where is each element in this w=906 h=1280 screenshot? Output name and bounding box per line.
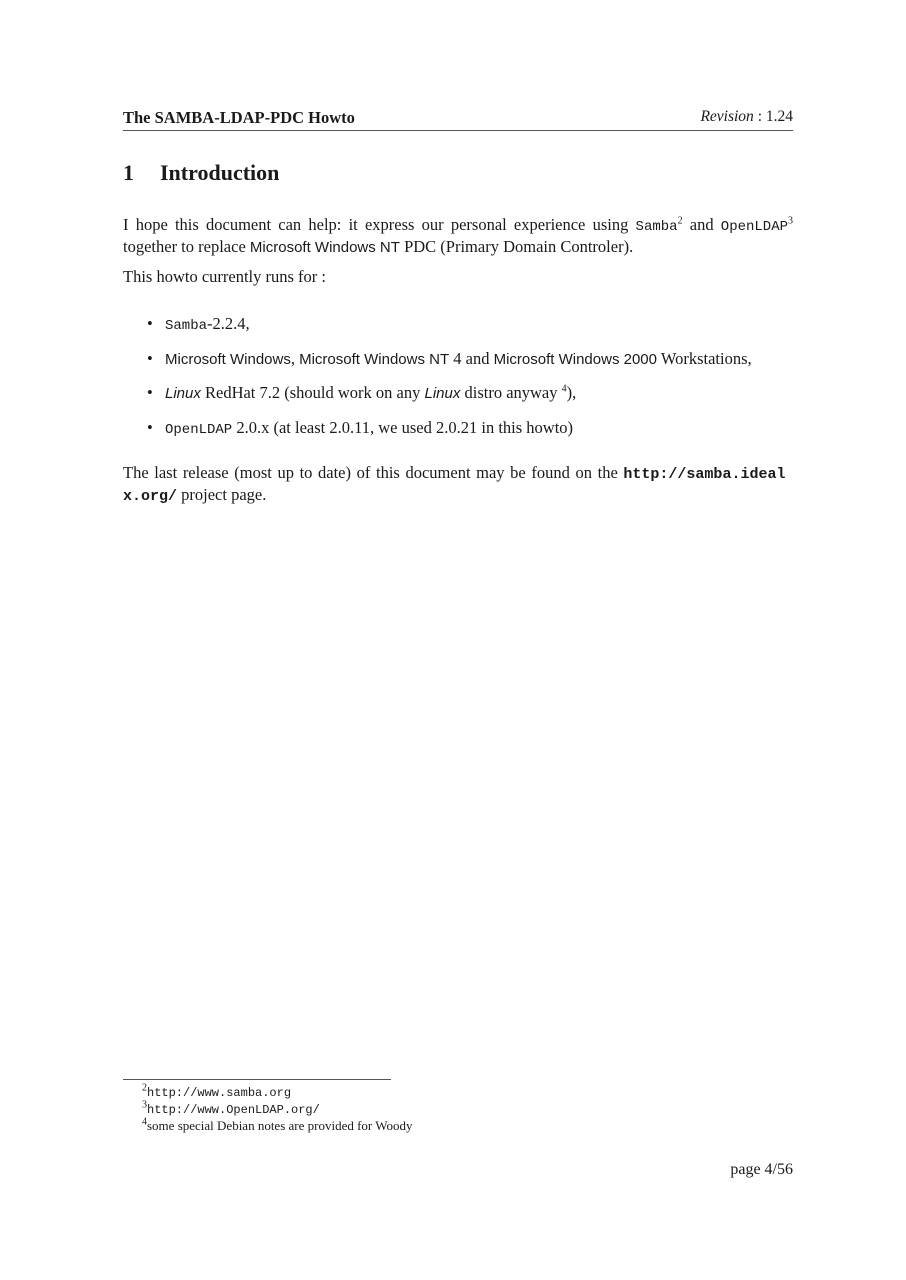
text: RedHat 7.2 (should work on any (200, 383, 425, 402)
last-release-paragraph (123, 463, 795, 507)
document-title: The SAMBA-LDAP-PDC Howto (123, 108, 355, 127)
page-number: page 4/56 (730, 1161, 793, 1178)
footnote-link[interactable]: http://www.samba.org (147, 1086, 292, 1100)
footnote-mark: 4 (142, 1116, 147, 1128)
project-link[interactable]: http://samba.idealx.org/ (123, 466, 786, 505)
bullet-icon: • (147, 417, 153, 437)
product-term: Linux (424, 385, 461, 402)
bullet-icon: • (147, 314, 153, 333)
list-item (123, 383, 813, 418)
platform-list (123, 314, 813, 452)
section-title: Introduction (160, 160, 280, 185)
revision-value: : 1.24 (757, 108, 793, 125)
intro-paragraph (123, 215, 793, 258)
footnote-mark: 3 (142, 1099, 147, 1111)
footnote-link[interactable]: http://www.OpenLDAP.org/ (147, 1103, 320, 1117)
text: Workstations, (657, 348, 752, 368)
text: together to replace (123, 237, 250, 256)
footnote-mark: 2 (142, 1082, 147, 1094)
product-term: Microsoft Windows NT (299, 350, 450, 368)
text: , (290, 348, 300, 368)
section-heading (123, 160, 279, 186)
list-item (123, 349, 813, 384)
text: PDC (Primary Domain Controler). (399, 237, 634, 256)
text: project page. (177, 485, 267, 504)
bullet-icon: • (147, 348, 153, 368)
footnote (142, 1117, 413, 1134)
product-term: Microsoft Windows 2000 (493, 350, 657, 368)
text: -2.2.4, (207, 314, 250, 333)
openldap-term: OpenLDAP (165, 421, 233, 438)
text: ), (566, 383, 577, 402)
footnote-text: some special Debian notes are provided for Woody (147, 1118, 413, 1133)
text: and (682, 215, 721, 234)
revision (700, 108, 793, 126)
text: I hope this document can help: it express our personal experience using (123, 215, 636, 234)
running-header (123, 108, 793, 131)
text: 4 and (449, 348, 494, 368)
list-item (123, 418, 813, 453)
text: The last release (most up to date) of this document may be found on the (123, 463, 624, 482)
text: 2.0.x (at least 2.0.11, we used 2.0.21 in this howto) (232, 417, 574, 437)
text: distro anyway (460, 383, 562, 402)
bullet-icon: • (147, 383, 153, 402)
footnote-ref[interactable]: 2 (677, 215, 683, 227)
samba-term: Samba (165, 318, 208, 334)
footnote-ref[interactable]: 4 (561, 383, 567, 395)
revision-label: Revision (700, 108, 754, 125)
section-number: 1 (123, 160, 134, 185)
product-term: Microsoft Windows (165, 350, 291, 368)
footnote-ref[interactable]: 3 (788, 215, 794, 227)
footnote-rule (123, 1079, 391, 1080)
product-term: Microsoft Windows NT (249, 239, 400, 256)
openldap-term: OpenLDAP (720, 219, 789, 235)
samba-term: Samba (635, 219, 678, 235)
list-item (123, 314, 813, 349)
runs-for-paragraph: This howto currently runs for : (123, 267, 327, 286)
product-term: Linux (165, 385, 201, 402)
